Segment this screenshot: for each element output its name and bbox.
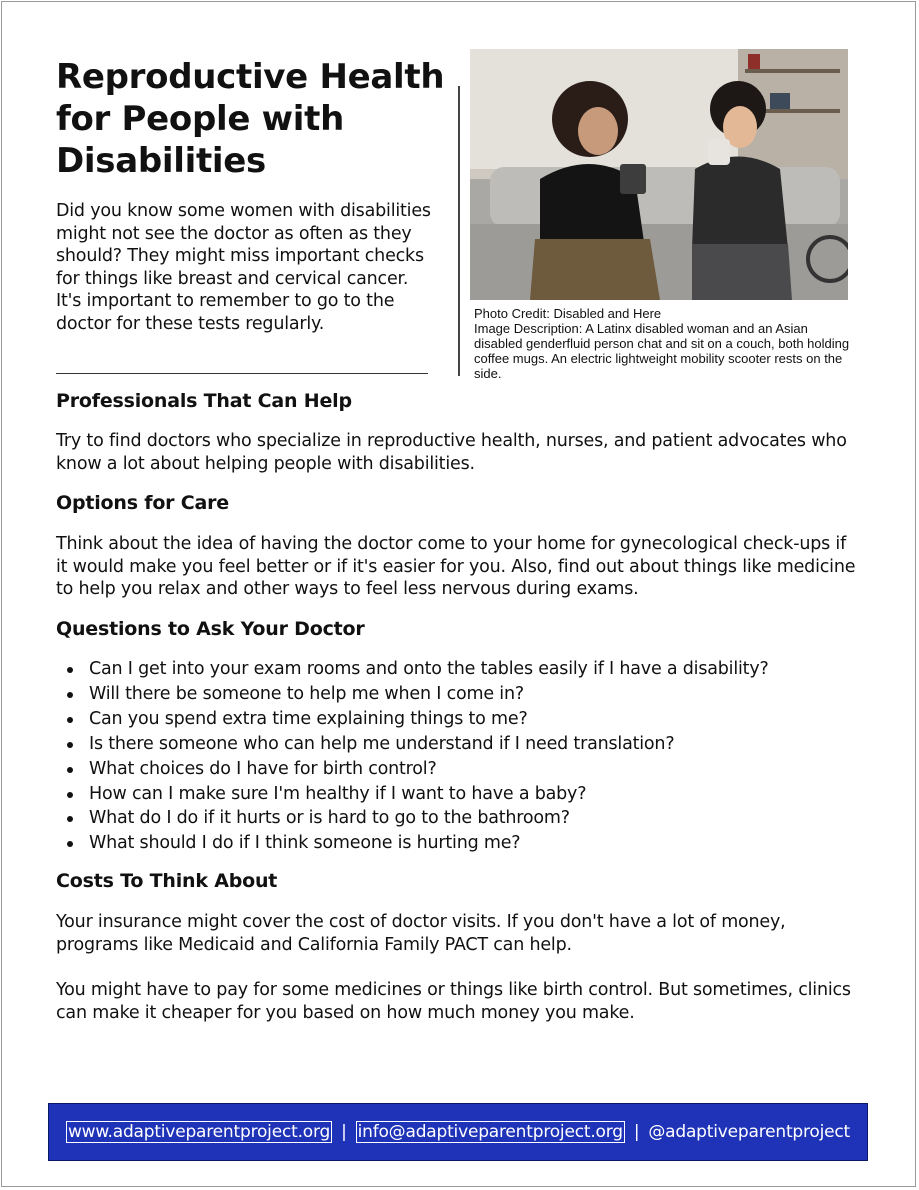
vertical-divider [458, 86, 460, 376]
list-item: Can I get into your exam rooms and onto the tables easily if I have a disability? [89, 657, 889, 682]
photo-illustration [470, 49, 848, 300]
heading-professionals: Professionals That Can Help [56, 390, 352, 412]
heading-costs: Costs To Think About [56, 870, 278, 892]
list-item: What should I do if I think someone is hurting me? [89, 831, 889, 856]
heading-options: Options for Care [56, 492, 229, 514]
professionals-text: Try to find doctors who specialize in reproductive health, nurses, and patient advocates who know a lot about helping people with disabilities. [56, 431, 847, 474]
social-handle[interactable]: @adaptiveparentproject [648, 1122, 851, 1142]
options-text: Think about the idea of having the doctor come to your home for gynecological check-ups if it would make you feel better or if it's easier for you. Also, find out about things like medicine to help you relax and other ways to feel less nervous during exams. [56, 534, 856, 599]
couch-photo [470, 49, 848, 300]
intro-paragraph: Did you know some women with disabilities might not see the doctor as often as they should? They might miss important checks for things like breast and cervical cancer. It's important to remember to go to the doctor for these tests regularly. [56, 201, 431, 334]
questions-list [56, 657, 889, 856]
website-link[interactable]: www.adaptiveparentproject.org [67, 1122, 331, 1142]
list-item: What do I do if it hurts or is hard to go to the bathroom? [89, 806, 889, 831]
costs-text-1: Your insurance might cover the cost of doctor visits. If you don't have a lot of money, programs like Medicaid and California Family PACT can help. [56, 912, 786, 955]
footer-separator: | [633, 1122, 640, 1142]
intro-divider [56, 373, 428, 374]
list-item: Is there someone who can help me understand if I need translation? [89, 732, 889, 757]
footer-separator: | [341, 1122, 347, 1142]
list-item: Can you spend extra time explaining things to me? [89, 707, 889, 732]
page-title: Reproductive Health for People with Disabilities [56, 57, 445, 181]
list-item: What choices do I have for birth control? [89, 757, 889, 782]
photo-credit-block [474, 306, 854, 381]
photo-credit: Photo Credit: Disabled and Here [474, 306, 662, 321]
photo-description: Image Description: A Latinx disabled woman and an Asian disabled genderfluid person chat and sit on a couch, both holding coffee mugs. An electric lightweight mobility scooter rests on the side. [474, 321, 850, 381]
list-item: How can I make sure I'm healthy if I want to have a baby? [89, 782, 889, 807]
costs-text-2: You might have to pay for some medicines or things like birth control. But sometimes, clinics can make it cheaper for you based on how much money you make. [56, 980, 851, 1023]
email-link[interactable]: info@adaptiveparentproject.org [357, 1122, 623, 1142]
list-item: Will there be someone to help me when I come in? [89, 682, 889, 707]
heading-questions: Questions to Ask Your Doctor [56, 618, 365, 640]
footer-bar [48, 1103, 868, 1161]
